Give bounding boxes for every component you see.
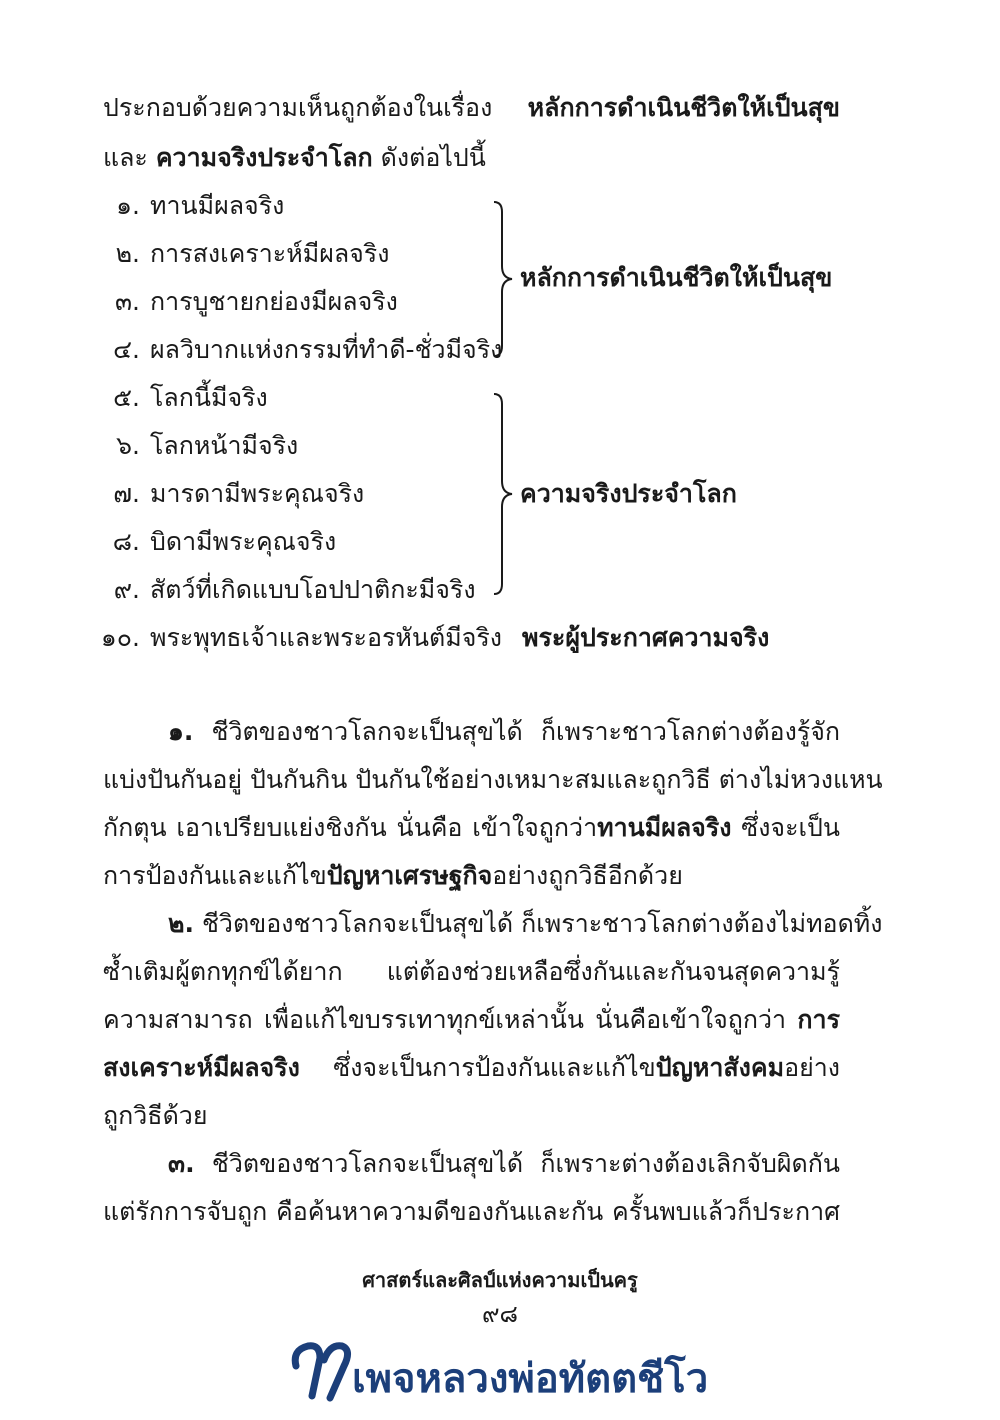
list-item: มารดามีพระคุณจริง [150, 479, 365, 508]
list-number: ๗. [113, 479, 140, 508]
para-text: อย่างถูกวิธีอีกด้วย [492, 861, 683, 890]
list-item: บิดามีพระคุณจริง [150, 527, 337, 556]
list-number: ๑๐. [100, 623, 140, 652]
list-number: ๖. [116, 431, 140, 460]
para-bold-term: การ [797, 1005, 840, 1034]
intro-bold-truth: ความจริงประจำโลก [155, 143, 373, 172]
list-number: ๙. [113, 575, 140, 604]
list-number: ๔. [113, 335, 140, 364]
intro-line-2 [103, 140, 486, 176]
para-text: ชีวิตของชาวโลกจะเป็นสุขได้ ก็เพราะชาวโลกต่างต้องรู้จัก [211, 717, 840, 746]
para-bold-term: สงเคราะห์มีผลจริง [103, 1053, 300, 1082]
curly-brace-group-2 [492, 392, 516, 596]
intro-line-1 [103, 90, 840, 126]
para-text: ซึ่งจะเป็นการป้องกันและแก้ไข [299, 1053, 656, 1082]
para-number: ๓. [168, 1149, 195, 1178]
para2-line-2: ซ้ำเติมผู้ตกทุกข์ได้ยาก แต่ต้องช่วยเหลือซึ่งกันและกันจนสุดความรู้ [103, 957, 840, 986]
para1-line-3 [103, 810, 840, 846]
footer-book-title: ศาสตร์และศิลป์แห่งความเป็นครู [362, 1268, 638, 1292]
list-number: ๓. [114, 287, 140, 316]
para-text: ซึ่งจะเป็น [731, 813, 841, 842]
list-item: ผลวิบากแห่งกรรมที่ทำดี-ชั่วมีจริง [150, 335, 503, 364]
page-number: ๙๘ [481, 1300, 519, 1328]
para-text: การป้องกันและแก้ไข [103, 861, 327, 890]
para-text: ชีวิตของชาวโลกจะเป็นสุขได้ ก็เพราะชาวโลกต่างต้องไม่ทอดทิ้ง [201, 909, 883, 938]
brand-mark-icon [290, 1336, 354, 1406]
para-bold-term: ทานมีผลจริง [597, 813, 732, 842]
brand-name: เพจหลวงพ่อทัตตชีโว [352, 1356, 709, 1402]
para-text: ชีวิตของชาวโลกจะเป็นสุขได้ ก็เพราะต่างต้องเลิกจับผิดกัน [211, 1149, 840, 1178]
para2-line-3 [103, 1002, 840, 1038]
para1-line-4 [103, 858, 683, 894]
list-item: ทานมีผลจริง [150, 191, 285, 220]
list-item: โลกนี้มีจริง [150, 383, 268, 412]
para-bold-term: ปัญหาเศรษฐกิจ [326, 861, 493, 890]
list-number: ๒. [115, 239, 140, 268]
para3-line-2: แต่รักการจับถูก คือค้นหาความดีของกันและกัน ครั้นพบแล้วก็ประกาศ [103, 1197, 840, 1226]
list-number: ๕. [113, 383, 140, 412]
intro-text: และ [103, 143, 148, 172]
para-number: ๒. [168, 909, 194, 938]
para2-line-1 [168, 906, 883, 942]
list-item: สัตว์ที่เกิดแบบโอปปาติกะมีจริง [150, 575, 476, 604]
list-item: โลกหน้ามีจริง [150, 431, 299, 460]
brand-logo [290, 1336, 730, 1406]
list-number: ๑. [116, 191, 140, 220]
para1-line-1 [168, 714, 840, 750]
para-number: ๑. [168, 717, 194, 746]
list-item: การสงเคราะห์มีผลจริง [150, 239, 390, 268]
para1-line-2: แบ่งปันกันอยู่ ปันกันกิน ปันกันใช้อย่างเหมาะสมและถูกวิธี ต่างไม่หวงแหน [103, 765, 883, 794]
para-bold-term: ปัญหาสังคม [655, 1053, 785, 1082]
list-item: การบูชายกย่องมีผลจริง [150, 287, 398, 316]
group-label-truth: ความจริงประจำโลก [520, 479, 737, 508]
intro-text: ประกอบด้วยความเห็นถูกต้องในเรื่อง [103, 93, 493, 122]
para3-line-1 [168, 1146, 840, 1182]
para2-line-4 [103, 1050, 840, 1086]
intro-text: ดังต่อไปนี้ [380, 143, 486, 172]
group-label-principle: หลักการดำเนินชีวิตให้เป็นสุข [520, 263, 833, 292]
intro-bold-principle: หลักการดำเนินชีวิตให้เป็นสุข [527, 93, 840, 122]
item10-label: พระผู้ประกาศความจริง [522, 623, 770, 652]
list-item: พระพุทธเจ้าและพระอรหันต์มีจริง [150, 623, 502, 652]
para-text: ความสามารถ เพื่อแก้ไขบรรเทาทุกข์เหล่านั้น นั่นคือเข้าใจถูกว่า [103, 1005, 798, 1034]
para-text: อย่าง [784, 1053, 840, 1082]
list-number: ๘. [112, 527, 140, 556]
para2-line-5: ถูกวิธีด้วย [103, 1101, 208, 1130]
para-text: กักตุน เอาเปรียบแย่งชิงกัน นั่นคือ เข้าใจถูกว่า [103, 813, 598, 842]
curly-brace-group-1 [492, 200, 516, 358]
